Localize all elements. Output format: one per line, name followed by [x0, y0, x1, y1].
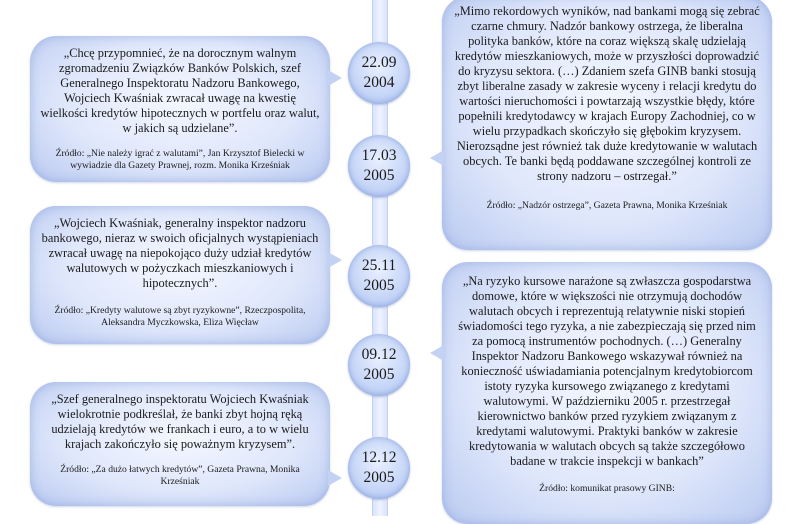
quote-text: „Chcę przypomnieć, że na dorocznym walnym zgromadzeniu Związków Banków Polskich, szef Generalnego Inspektoratu Nadzoru Bankowego, Wojciech Kwaśniak zwracał uwagę na kwestię wielkości kredytów hipotecznych w portfelu oraz walut, w jakich są udzielane”.	[40, 46, 320, 135]
timeline-date	[348, 334, 410, 396]
bubble-pointer	[328, 470, 342, 486]
quote-text: „Wojciech Kwaśniak, generalny inspektor nadzoru bankowego, nieraz w swoich oficjalnych wystąpieniach zwracał uwagę na niepokojąco duży udział kredytów walutowych w pożyczkach mieszkaniowych i hipotecznych”.	[41, 216, 319, 290]
date-year: 2005	[363, 469, 395, 486]
date-day: 25.11	[361, 257, 397, 274]
timeline-date	[348, 42, 410, 104]
quote-text: „Szef generalnego inspektoratu Wojciech Kwaśniak wielokrotnie podkreślał, że banki zbyt hojną ręką udzielają kredytów we frankach i euro, a to w wielu krajach zakończyło się poważnym kryzysem”.	[51, 392, 309, 451]
date-day: 17.03	[361, 147, 397, 164]
quote-text: „Na ryzyko kursowe narażone są zwłaszcza gospodarstwa domowe, które w większości nie otrzymują dochodów walutach obcych i reprezentują relatywnie niski stopień świadomości tego ryzyka, a nie zabezpieczają się przed nim za pomocą instrumentów pochodnych. (…) Generalny Inspektor Nadzoru Bankowego wskazywał również na konieczność uświadamiania potencjalnym kredytobiorcom istoty ryzyka kursowego związanego z kredytami walutowymi. W październiku 2005 r. przestrzegał kierownictwo banków przed ryzykiem związanym z kredytami walutowymi. Praktyki banków w zakresie kredytowania w walutach obcych są także szczegółowo badane w trakcie inspekcji w bankach”	[458, 274, 756, 468]
bubble-pointer	[430, 150, 444, 166]
date-day: 22.09	[361, 54, 397, 71]
date-day: 09.12	[361, 346, 397, 363]
timeline-date	[348, 135, 410, 197]
quote-source: Źródło: „Nie należy igrać z walutami”, Jan Krzysztof Bielecki w wywiadzie dla Gazety Prawnej, rozm. Monika Krześniak	[55, 148, 305, 171]
date-year: 2005	[363, 366, 395, 383]
timeline-date	[348, 437, 410, 499]
bubble-pointer	[328, 252, 342, 268]
bubble-pointer	[430, 345, 444, 361]
quote-source: Źródło: „Za dużo łatwych kredytów”, Gazeta Prawna, Monika Krześniak	[60, 464, 300, 487]
date-year: 2004	[363, 74, 395, 91]
quote-bubble-left-2	[30, 206, 330, 344]
quote-source: Źródło: „Kredyty walutowe są zbyt ryzykowne”, Rzeczpospolita, Aleksandra Myczkowska, Eliza Więcław	[54, 305, 306, 328]
quote-text: „Mimo rekordowych wyników, nad bankami mogą się zebrać czarne chmury. Nadzór bankowy ostrzega, że liberalna polityka banków, które na coraz większą skalę udzielają kredytów mieszkaniowych, może w przyszłości doprowadzić do kryzysu sektora. (…) Zdaniem szefa GINB banki stosują zbyt liberalne zasady w zakresie wyceny i relacji kredytu do wartości nieruchomości i powtarzają wszystkie błędy, które popełnili kredytodawcy w krajach Europy Zachodniej, co w wielu przypadkach skończyło się głębokim kryzysem. Nierozsądne jest również tak duże kredytowanie w walutach obcych. Te banki będą poddawane szczególnej kontroli ze strony nadzoru – ostrzegał.”	[454, 4, 760, 183]
quote-bubble-left-3	[30, 382, 330, 506]
quote-bubble-right-2	[442, 262, 772, 524]
date-year: 2005	[363, 167, 395, 184]
date-year: 2005	[363, 277, 395, 294]
quote-source: Źródło: komunikat prasowy GINB:	[539, 483, 675, 494]
quote-bubble-right-1	[442, 0, 772, 250]
date-day: 12.12	[361, 449, 397, 466]
timeline-date	[348, 245, 410, 307]
bubble-pointer	[328, 70, 342, 86]
quote-source: Źródło: „Nadzór ostrzega”, Gazeta Prawna, Monika Krześniak	[486, 200, 728, 211]
quote-bubble-left-1	[30, 36, 330, 182]
